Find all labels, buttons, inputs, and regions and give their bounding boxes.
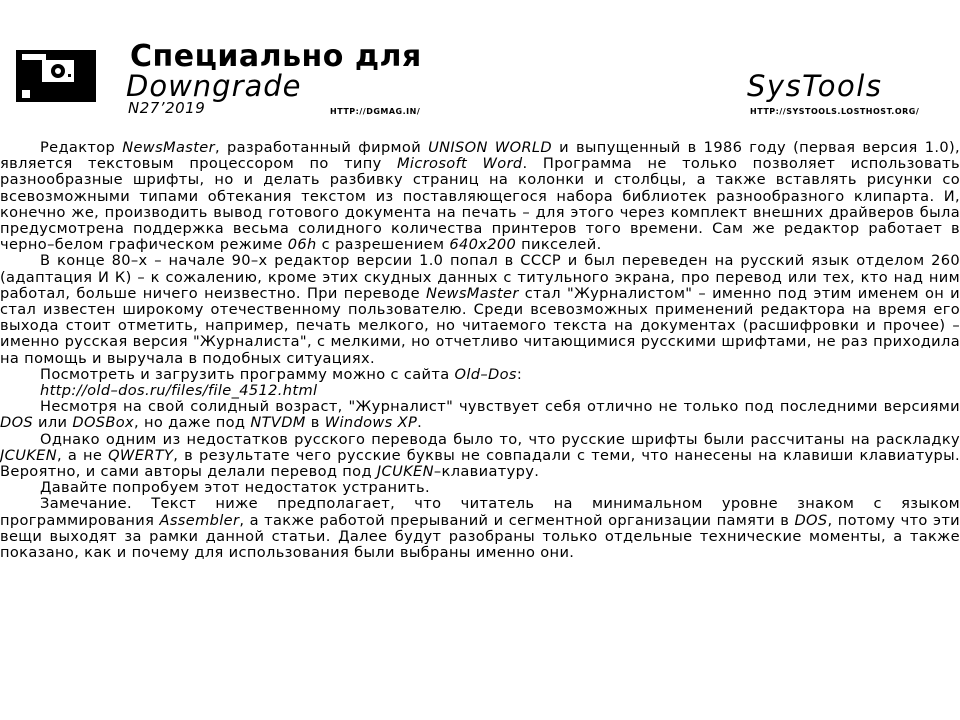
paragraph-6: Давайте попробуем этот недостаток устранить. xyxy=(40,479,430,497)
paragraph-5: Однако одним из недостатков русского перевода было то, что русские шрифты были рассчитаны на раскладку JCUKEN, а не QWERTY, в результате чего русские буквы не совпадали с теми, что нанесены на клавиши клавиатуры. Вероятно, и сами авторы делали перевод под JCUKEN–клавиатуру. xyxy=(0,430,960,481)
paragraph-2: В конце 80–х – начале 90–х редактор версии 1.0 попал в СССР и был переведен на русский язык отделом 260 (адаптация И К) – к сожалению, кроме этих скудных данных с титульного экрана, про перевод или тех, кто над ним работал, больше ничего неизвестно. При переводе NewsMaster стал "Журналистом" – именно под этим именем он и стал известен широкому отечественному пользователю. Среди всевозможных применений редактора на время его выхода стоит отметить, например, печать мелкого, но читаемого текста на документах (расшифровки и прочее) – именно русская версия "Журналиста", с мелкими, но отчетливо читающимися русскими шрифтами, не раз приходила на помощь и выручала в подобных ситуациях. xyxy=(0,252,960,367)
download-link[interactable]: http://old–dos.ru/files/file_4512.html xyxy=(40,382,318,400)
paragraph-3: Посмотреть и загрузить программу можно с сайта Old–Dos: xyxy=(40,365,523,383)
url-left[interactable]: HTTP://DGMAG.IN/ xyxy=(330,107,421,116)
header-title: Специально для xyxy=(130,39,422,74)
article-body xyxy=(0,140,960,561)
floppy-disk-icon xyxy=(16,50,96,102)
paragraph-4: Несмотря на свой солидный возраст, "Журналист" чувствует себя отлично не только под последними версиями DOS или DOSBox, но даже под NTVDM в Windows XP. xyxy=(0,398,960,432)
url-right[interactable]: HTTP://SYSTOOLS.LOSTHOST.ORG/ xyxy=(750,107,920,116)
header-brand: SysTools xyxy=(747,69,883,103)
header-subtitle: Downgrade xyxy=(126,69,302,103)
paragraph-1: Редактор NewsMaster, разработанный фирмой UNISON WORLD и выпущенный в 1986 году (первая версия 1.0), является текстовым процессором по типу Microsoft Word. Программа не только позволяет использовать разнообразные шрифты, но и делать разбивку страниц на колонки и столбцы, а также вставлять рисунки со всевозможными типами обтекания текстом из поставляющегося набора библиотек разнообразного клипарта. И, конечно же, производить вывод готового документа на печать – для этого через комплект внешних драйверов была предусмотрена поддержка весьма солидного количества принтеров того времени. Сам же редактор работает в черно–белом графическом режиме 06h с разрешением 640x200 пикселей. xyxy=(0,139,960,254)
paragraph-7: Замечание. Текст ниже предполагает, что читатель на минимальном уровне знаком с языком программирования Assembler, а также работой прерываний и сегментной организации памяти в DOS, потому что эти вещи выходят за рамки данной статьи. Далее будут разобраны только отдельные технические моменты, а также показано, как и почему для использования были выбраны именно они. xyxy=(0,495,960,562)
issue-number: N27’2019 xyxy=(128,99,206,117)
